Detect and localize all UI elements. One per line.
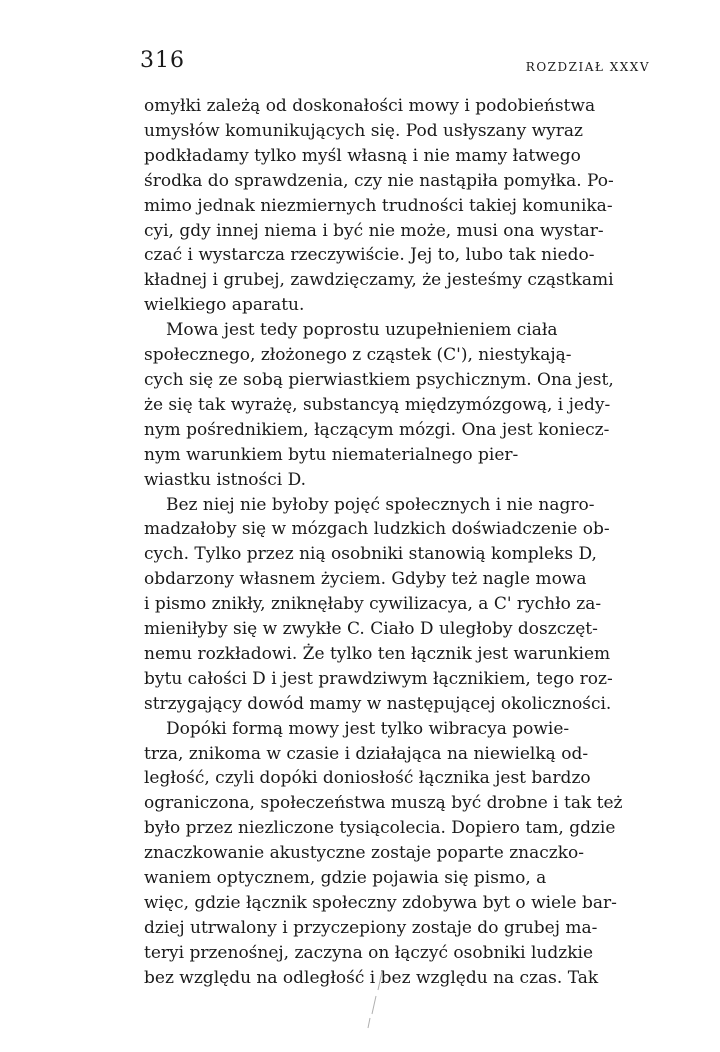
text-line: i pismo znikły, zniknęłaby cywilizacya, a C' rychło za- — [144, 594, 602, 615]
text-line: mieniłyby się w zwykłe C. Ciało D uległoby doszczęt- — [144, 619, 598, 640]
text-line: trza, znikoma w czasie i działająca na niewielką od- — [144, 743, 589, 764]
text-line: obdarzony własnem życiem. Gdyby też nagle mowa — [144, 569, 587, 590]
text-line: dziej utrwalony i przyczepiony zostaje do grubej ma- — [144, 917, 598, 938]
text-line: cyi, gdy innej niema i być nie może, musi ona wystar- — [144, 220, 604, 241]
page-number: 316 — [140, 48, 185, 73]
text-line: umysłów komunikujących się. Pod usłyszany wyraz — [144, 120, 583, 141]
text-line: podkładamy tylko myśl własną i nie mamy łatwego — [144, 145, 581, 166]
text-line: bytu całości D i jest prawdziwym łącznikiem, tego roz- — [144, 668, 613, 689]
body-text — [144, 94, 652, 991]
text-line: nym warunkiem bytu niematerialnego pier- — [144, 444, 519, 465]
text-line: Mowa jest tedy poprostu uzupełnieniem ciała — [166, 320, 558, 341]
running-head: ROZDZIAŁ XXXV — [525, 60, 650, 74]
text-line: omyłki zależą od doskonałości mowy i podobieństwa — [144, 96, 596, 116]
text-line: strzygający dowód mamy w następującej okoliczności. — [144, 693, 612, 714]
text-line: ograniczona, społeczeństwa muszą być drobne i tak też — [144, 793, 623, 814]
text-line: waniem optycznem, gdzie pojawia się pismo, a — [144, 868, 547, 889]
paragraph — [144, 318, 652, 492]
paragraph — [144, 94, 652, 318]
paragraph — [144, 717, 652, 991]
text-line: cych. Tylko przez nią osobniki stanowią kompleks D, — [144, 544, 597, 565]
text-line: madzałoby się w mózgach ludzkich doświadczenie ob- — [144, 519, 610, 540]
text-line: nemu rozkładowi. Że tylko ten łącznik jest warunkiem — [144, 643, 611, 664]
text-line: wielkiego aparatu. — [144, 295, 305, 316]
text-line: społecznego, złożonego z cząstek (C'), niestykają- — [144, 345, 572, 366]
text-line: znaczkowanie akustyczne zostaje poparte znaczko- — [144, 843, 584, 864]
text-line: Bez niej nie byłoby pojęć społecznych i nie nagro- — [166, 494, 595, 515]
text-line: wiastku istności D. — [144, 469, 307, 490]
text-line: było przez niezliczone tysiącolecia. Dopiero tam, gdzie — [144, 818, 616, 839]
text-line: więc, gdzie łącznik społeczny zdobywa byt o wiele bar- — [144, 893, 617, 913]
text-line: że się tak wyrażę, substancyą międzymózgową, i jedy- — [144, 394, 611, 415]
text-line: nym pośrednikiem, łączącym mózgi. Ona jest koniecz- — [144, 419, 610, 440]
text-line: bez względu na odległość i bez względu na czas. Tak — [144, 967, 599, 988]
text-line: kładnej i grubej, zawdzięczamy, że jesteśmy cząstkami — [144, 270, 614, 291]
text-line: czać i wystarcza rzeczywiście. Jej to, lubo tak niedo- — [144, 245, 595, 266]
text-line: mimo jednak niezmiernych trudności takiej komunika- — [144, 195, 613, 216]
paragraph — [144, 493, 652, 717]
text-line: teryi przenośnej, zaczyna on łączyć osobniki ludzkie — [144, 942, 594, 963]
text-line: cych się ze sobą pierwiastkiem psychicznym. Ona jest, — [144, 369, 614, 390]
text-line: środka do sprawdzenia, czy nie nastąpiła pomyłka. Po- — [144, 170, 614, 191]
text-line: Dopóki formą mowy jest tylko wibracya powie- — [166, 718, 570, 739]
ink-scratch-mark — [360, 970, 390, 1030]
text-line: ległość, czyli dopóki doniosłość łącznika jest bardzo — [144, 768, 591, 789]
